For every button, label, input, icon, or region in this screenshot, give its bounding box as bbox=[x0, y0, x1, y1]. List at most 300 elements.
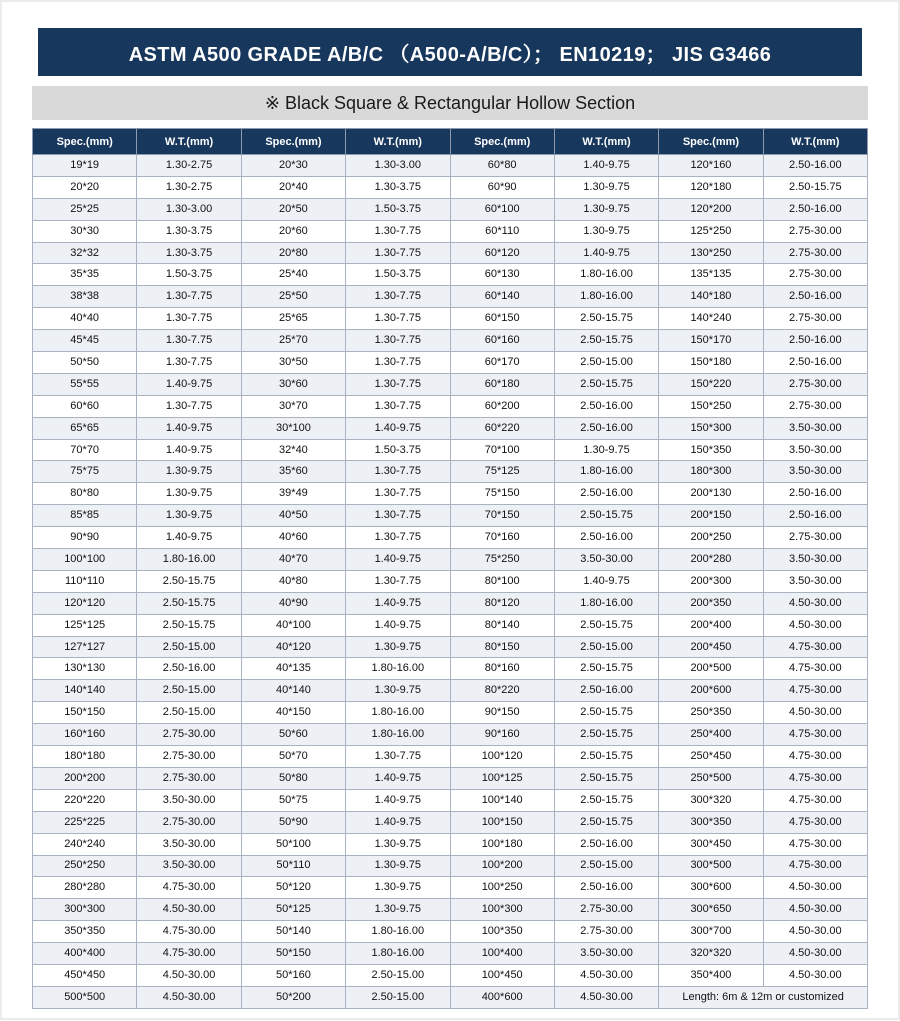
spec-cell: 500*500 bbox=[33, 986, 137, 1008]
wt-cell: 2.50-16.00 bbox=[763, 483, 867, 505]
wt-cell: 1.30-3.75 bbox=[137, 220, 241, 242]
spec-cell: 90*90 bbox=[33, 527, 137, 549]
spec-cell: 50*110 bbox=[241, 855, 345, 877]
wt-cell: 1.30-9.75 bbox=[554, 439, 658, 461]
wt-cell: 4.75-30.00 bbox=[763, 658, 867, 680]
wt-cell: 1.30-7.75 bbox=[346, 352, 450, 374]
wt-cell: 4.50-30.00 bbox=[763, 877, 867, 899]
table-row bbox=[33, 198, 868, 220]
spec-cell: 40*120 bbox=[241, 636, 345, 658]
wt-cell: 1.30-9.75 bbox=[137, 505, 241, 527]
wt-cell: 2.50-15.75 bbox=[554, 724, 658, 746]
wt-cell: 2.50-15.00 bbox=[137, 636, 241, 658]
spec-cell: 300*350 bbox=[659, 811, 763, 833]
col-header-wt-2: W.T.(mm) bbox=[346, 129, 450, 155]
spec-cell: 25*25 bbox=[33, 198, 137, 220]
spec-cell: 25*40 bbox=[241, 264, 345, 286]
table-row bbox=[33, 176, 868, 198]
wt-cell: 3.50-30.00 bbox=[763, 417, 867, 439]
spec-cell: 200*130 bbox=[659, 483, 763, 505]
spec-cell: 250*450 bbox=[659, 746, 763, 768]
spec-cell: 140*140 bbox=[33, 680, 137, 702]
spec-cell: 80*160 bbox=[450, 658, 554, 680]
wt-cell: 2.50-15.75 bbox=[554, 811, 658, 833]
wt-cell: 1.30-7.75 bbox=[346, 308, 450, 330]
spec-cell: 50*200 bbox=[241, 986, 345, 1008]
wt-cell: 4.75-30.00 bbox=[763, 811, 867, 833]
spec-cell: 300*500 bbox=[659, 855, 763, 877]
table-row bbox=[33, 833, 868, 855]
spec-cell: 30*70 bbox=[241, 395, 345, 417]
wt-cell: 2.50-15.75 bbox=[554, 789, 658, 811]
spec-cell: 200*600 bbox=[659, 680, 763, 702]
spec-cell: 300*450 bbox=[659, 833, 763, 855]
spec-cell: 200*500 bbox=[659, 658, 763, 680]
wt-cell: 2.50-16.00 bbox=[554, 395, 658, 417]
table-row bbox=[33, 855, 868, 877]
spec-cell: 40*90 bbox=[241, 592, 345, 614]
spec-cell: 70*100 bbox=[450, 439, 554, 461]
spec-cell: 60*140 bbox=[450, 286, 554, 308]
wt-cell: 2.50-16.00 bbox=[763, 286, 867, 308]
spec-cell: 60*90 bbox=[450, 176, 554, 198]
spec-cell: 39*49 bbox=[241, 483, 345, 505]
wt-cell: 2.50-16.00 bbox=[554, 417, 658, 439]
wt-cell: 1.30-9.75 bbox=[554, 220, 658, 242]
spec-cell: 50*90 bbox=[241, 811, 345, 833]
spec-cell: 60*60 bbox=[33, 395, 137, 417]
wt-cell: 3.50-30.00 bbox=[554, 943, 658, 965]
spec-cell: 20*20 bbox=[33, 176, 137, 198]
wt-cell: 4.50-30.00 bbox=[763, 899, 867, 921]
wt-cell: 1.40-9.75 bbox=[346, 789, 450, 811]
wt-cell: 1.30-3.00 bbox=[346, 155, 450, 177]
wt-cell: 1.40-9.75 bbox=[346, 592, 450, 614]
wt-cell: 2.50-16.00 bbox=[763, 505, 867, 527]
wt-cell: 2.75-30.00 bbox=[137, 767, 241, 789]
spec-cell: 120*200 bbox=[659, 198, 763, 220]
wt-cell: 1.30-9.75 bbox=[346, 636, 450, 658]
table-header-row bbox=[33, 129, 868, 155]
table-row bbox=[33, 549, 868, 571]
wt-cell: 1.30-3.00 bbox=[137, 198, 241, 220]
spec-cell: 25*65 bbox=[241, 308, 345, 330]
spec-cell: 200*150 bbox=[659, 505, 763, 527]
spec-cell: 150*170 bbox=[659, 330, 763, 352]
wt-cell: 1.80-16.00 bbox=[554, 264, 658, 286]
wt-cell: 1.80-16.00 bbox=[346, 921, 450, 943]
spec-cell: 200*200 bbox=[33, 767, 137, 789]
spec-cell: 40*150 bbox=[241, 702, 345, 724]
spec-cell: 140*240 bbox=[659, 308, 763, 330]
wt-cell: 2.50-15.75 bbox=[554, 767, 658, 789]
table-row bbox=[33, 680, 868, 702]
spec-cell: 120*120 bbox=[33, 592, 137, 614]
wt-cell: 1.30-7.75 bbox=[346, 220, 450, 242]
spec-cell: 80*100 bbox=[450, 570, 554, 592]
wt-cell: 1.30-7.75 bbox=[346, 527, 450, 549]
spec-cell: 350*400 bbox=[659, 964, 763, 986]
wt-cell: 2.50-15.00 bbox=[346, 964, 450, 986]
table-row bbox=[33, 789, 868, 811]
spec-cell: 35*35 bbox=[33, 264, 137, 286]
spec-cell: 90*160 bbox=[450, 724, 554, 746]
spec-cell: 30*50 bbox=[241, 352, 345, 374]
wt-cell: 1.80-16.00 bbox=[346, 943, 450, 965]
spec-table bbox=[32, 128, 868, 1009]
wt-cell: 2.50-15.00 bbox=[554, 855, 658, 877]
wt-cell: 1.30-9.75 bbox=[554, 198, 658, 220]
wt-cell: 1.40-9.75 bbox=[346, 811, 450, 833]
wt-cell: 1.40-9.75 bbox=[137, 373, 241, 395]
spec-cell: 19*19 bbox=[33, 155, 137, 177]
wt-cell: 1.50-3.75 bbox=[346, 198, 450, 220]
wt-cell: 2.75-30.00 bbox=[763, 308, 867, 330]
wt-cell: 2.50-15.00 bbox=[346, 986, 450, 1008]
spec-cell: 50*120 bbox=[241, 877, 345, 899]
wt-cell: 2.50-15.00 bbox=[137, 702, 241, 724]
wt-cell: 2.50-15.75 bbox=[554, 614, 658, 636]
wt-cell: 1.30-9.75 bbox=[137, 461, 241, 483]
wt-cell: 2.50-16.00 bbox=[137, 658, 241, 680]
wt-cell: 1.50-3.75 bbox=[137, 264, 241, 286]
spec-cell: 40*70 bbox=[241, 549, 345, 571]
spec-cell: 400*400 bbox=[33, 943, 137, 965]
spec-cell: 60*200 bbox=[450, 395, 554, 417]
wt-cell: 2.50-15.75 bbox=[554, 373, 658, 395]
table-row bbox=[33, 483, 868, 505]
spec-cell: 100*300 bbox=[450, 899, 554, 921]
spec-cell: 60*130 bbox=[450, 264, 554, 286]
wt-cell: 1.30-9.75 bbox=[137, 483, 241, 505]
spec-cell: 60*100 bbox=[450, 198, 554, 220]
wt-cell: 4.75-30.00 bbox=[763, 746, 867, 768]
spec-cell: 32*40 bbox=[241, 439, 345, 461]
wt-cell: 1.30-9.75 bbox=[346, 680, 450, 702]
table-row bbox=[33, 943, 868, 965]
wt-cell: 1.50-3.75 bbox=[346, 264, 450, 286]
spec-cell: 80*80 bbox=[33, 483, 137, 505]
table-row bbox=[33, 373, 868, 395]
wt-cell: 3.50-30.00 bbox=[554, 549, 658, 571]
spec-cell: 60*220 bbox=[450, 417, 554, 439]
spec-cell: 100*140 bbox=[450, 789, 554, 811]
wt-cell: 2.50-15.75 bbox=[763, 176, 867, 198]
wt-cell: 2.50-16.00 bbox=[763, 198, 867, 220]
wt-cell: 1.40-9.75 bbox=[137, 417, 241, 439]
wt-cell: 4.75-30.00 bbox=[137, 943, 241, 965]
table-row bbox=[33, 899, 868, 921]
wt-cell: 4.50-30.00 bbox=[763, 592, 867, 614]
wt-cell: 2.50-15.75 bbox=[137, 570, 241, 592]
page bbox=[2, 2, 898, 1021]
page-subtitle: ※ Black Square & Rectangular Hollow Section bbox=[264, 92, 636, 113]
spec-cell: 90*150 bbox=[450, 702, 554, 724]
table-row bbox=[33, 570, 868, 592]
wt-cell: 1.80-16.00 bbox=[346, 724, 450, 746]
col-header-spec-4: Spec.(mm) bbox=[659, 129, 763, 155]
wt-cell: 4.75-30.00 bbox=[763, 680, 867, 702]
wt-cell: 3.50-30.00 bbox=[137, 855, 241, 877]
wt-cell: 1.30-7.75 bbox=[346, 395, 450, 417]
spec-cell: 220*220 bbox=[33, 789, 137, 811]
spec-cell: 40*80 bbox=[241, 570, 345, 592]
col-header-wt-1: W.T.(mm) bbox=[137, 129, 241, 155]
spec-cell: 60*170 bbox=[450, 352, 554, 374]
spec-cell: 60*150 bbox=[450, 308, 554, 330]
wt-cell: 2.50-16.00 bbox=[554, 483, 658, 505]
wt-cell: 1.30-7.75 bbox=[137, 330, 241, 352]
spec-cell: 150*250 bbox=[659, 395, 763, 417]
wt-cell: 3.50-30.00 bbox=[137, 833, 241, 855]
wt-cell: 2.50-16.00 bbox=[554, 833, 658, 855]
wt-cell: 4.75-30.00 bbox=[763, 789, 867, 811]
wt-cell: 1.40-9.75 bbox=[137, 527, 241, 549]
wt-cell: 4.50-30.00 bbox=[763, 921, 867, 943]
spec-cell: 300*300 bbox=[33, 899, 137, 921]
spec-cell: 75*75 bbox=[33, 461, 137, 483]
wt-cell: 1.30-3.75 bbox=[346, 176, 450, 198]
wt-cell: 1.40-9.75 bbox=[554, 570, 658, 592]
wt-cell: 1.30-7.75 bbox=[346, 483, 450, 505]
wt-cell: 4.50-30.00 bbox=[554, 986, 658, 1008]
spec-cell: 100*150 bbox=[450, 811, 554, 833]
spec-cell: 40*50 bbox=[241, 505, 345, 527]
spec-cell: 100*400 bbox=[450, 943, 554, 965]
wt-cell: 4.50-30.00 bbox=[763, 943, 867, 965]
spec-cell: 70*160 bbox=[450, 527, 554, 549]
wt-cell: 2.75-30.00 bbox=[763, 395, 867, 417]
spec-cell: 300*320 bbox=[659, 789, 763, 811]
wt-cell: 3.50-30.00 bbox=[137, 789, 241, 811]
table-row bbox=[33, 811, 868, 833]
spec-cell: 35*60 bbox=[241, 461, 345, 483]
spec-cell: 20*40 bbox=[241, 176, 345, 198]
wt-cell: 1.30-7.75 bbox=[346, 286, 450, 308]
spec-cell: 100*180 bbox=[450, 833, 554, 855]
table-row bbox=[33, 155, 868, 177]
table-row bbox=[33, 286, 868, 308]
spec-cell: 200*450 bbox=[659, 636, 763, 658]
spec-cell: 80*140 bbox=[450, 614, 554, 636]
wt-cell: 4.50-30.00 bbox=[554, 964, 658, 986]
wt-cell: 2.50-15.75 bbox=[554, 658, 658, 680]
wt-cell: 1.30-7.75 bbox=[137, 308, 241, 330]
wt-cell: 1.40-9.75 bbox=[554, 155, 658, 177]
wt-cell: 2.50-15.00 bbox=[554, 636, 658, 658]
spec-cell: 20*60 bbox=[241, 220, 345, 242]
table-row bbox=[33, 505, 868, 527]
wt-cell: 4.75-30.00 bbox=[763, 833, 867, 855]
wt-cell: 1.30-7.75 bbox=[346, 373, 450, 395]
wt-cell: 1.80-16.00 bbox=[554, 592, 658, 614]
wt-cell: 2.75-30.00 bbox=[554, 921, 658, 943]
spec-cell: 320*320 bbox=[659, 943, 763, 965]
wt-cell: 2.75-30.00 bbox=[137, 811, 241, 833]
spec-cell: 130*250 bbox=[659, 242, 763, 264]
spec-cell: 200*280 bbox=[659, 549, 763, 571]
wt-cell: 2.50-16.00 bbox=[554, 527, 658, 549]
wt-cell: 4.50-30.00 bbox=[763, 964, 867, 986]
wt-cell: 4.50-30.00 bbox=[763, 702, 867, 724]
spec-cell: 30*30 bbox=[33, 220, 137, 242]
wt-cell: 2.75-30.00 bbox=[137, 746, 241, 768]
wt-cell: 1.30-9.75 bbox=[346, 833, 450, 855]
spec-cell: 60*180 bbox=[450, 373, 554, 395]
wt-cell: 1.80-16.00 bbox=[554, 461, 658, 483]
wt-cell: 2.50-15.75 bbox=[137, 592, 241, 614]
spec-cell: 60*120 bbox=[450, 242, 554, 264]
spec-cell: 450*450 bbox=[33, 964, 137, 986]
spec-cell: 200*300 bbox=[659, 570, 763, 592]
spec-cell: 150*300 bbox=[659, 417, 763, 439]
spec-cell: 50*160 bbox=[241, 964, 345, 986]
spec-cell: 75*125 bbox=[450, 461, 554, 483]
spec-cell: 60*80 bbox=[450, 155, 554, 177]
wt-cell: 1.30-9.75 bbox=[346, 899, 450, 921]
spec-cell: 125*125 bbox=[33, 614, 137, 636]
spec-cell: 50*100 bbox=[241, 833, 345, 855]
spec-cell: 100*120 bbox=[450, 746, 554, 768]
spec-cell: 200*250 bbox=[659, 527, 763, 549]
table-row bbox=[33, 702, 868, 724]
wt-cell: 1.40-9.75 bbox=[554, 242, 658, 264]
spec-cell: 100*250 bbox=[450, 877, 554, 899]
wt-cell: 2.75-30.00 bbox=[763, 264, 867, 286]
spec-cell: 180*300 bbox=[659, 461, 763, 483]
spec-cell: 225*225 bbox=[33, 811, 137, 833]
spec-cell: 80*220 bbox=[450, 680, 554, 702]
spec-cell: 50*75 bbox=[241, 789, 345, 811]
spec-cell: 20*50 bbox=[241, 198, 345, 220]
spec-cell: 250*500 bbox=[659, 767, 763, 789]
table-row bbox=[33, 264, 868, 286]
wt-cell: 3.50-30.00 bbox=[763, 439, 867, 461]
spec-cell: 100*100 bbox=[33, 549, 137, 571]
table-row bbox=[33, 417, 868, 439]
wt-cell: 3.50-30.00 bbox=[763, 549, 867, 571]
wt-cell: 1.30-9.75 bbox=[346, 855, 450, 877]
spec-cell: 40*40 bbox=[33, 308, 137, 330]
wt-cell: 1.30-7.75 bbox=[137, 352, 241, 374]
wt-cell: 2.75-30.00 bbox=[763, 527, 867, 549]
wt-cell: 1.40-9.75 bbox=[346, 614, 450, 636]
wt-cell: 2.50-16.00 bbox=[763, 352, 867, 374]
table-row bbox=[33, 308, 868, 330]
wt-cell: 1.80-16.00 bbox=[346, 702, 450, 724]
spec-cell: 135*135 bbox=[659, 264, 763, 286]
spec-cell: 130*130 bbox=[33, 658, 137, 680]
wt-cell: 1.40-9.75 bbox=[137, 439, 241, 461]
spec-cell: 55*55 bbox=[33, 373, 137, 395]
spec-cell: 75*150 bbox=[450, 483, 554, 505]
spec-cell: 60*110 bbox=[450, 220, 554, 242]
wt-cell: 1.80-16.00 bbox=[554, 286, 658, 308]
wt-cell: 2.75-30.00 bbox=[763, 242, 867, 264]
wt-cell: 1.30-2.75 bbox=[137, 176, 241, 198]
table-row bbox=[33, 439, 868, 461]
spec-cell: 140*180 bbox=[659, 286, 763, 308]
wt-cell: 4.75-30.00 bbox=[763, 724, 867, 746]
spec-cell: 75*250 bbox=[450, 549, 554, 571]
table-row bbox=[33, 330, 868, 352]
wt-cell: 2.50-15.00 bbox=[137, 680, 241, 702]
spec-cell: 40*100 bbox=[241, 614, 345, 636]
spec-cell: 50*80 bbox=[241, 767, 345, 789]
spec-cell: 150*150 bbox=[33, 702, 137, 724]
wt-cell: 2.75-30.00 bbox=[554, 899, 658, 921]
spec-cell: 80*150 bbox=[450, 636, 554, 658]
spec-cell: 120*180 bbox=[659, 176, 763, 198]
col-header-spec-1: Spec.(mm) bbox=[33, 129, 137, 155]
wt-cell: 2.50-15.75 bbox=[554, 702, 658, 724]
spec-cell: 110*110 bbox=[33, 570, 137, 592]
wt-cell: 2.50-15.75 bbox=[554, 330, 658, 352]
spec-cell: 127*127 bbox=[33, 636, 137, 658]
wt-cell: 4.75-30.00 bbox=[763, 767, 867, 789]
spec-cell: 50*70 bbox=[241, 746, 345, 768]
wt-cell: 2.50-16.00 bbox=[763, 330, 867, 352]
wt-cell: 2.50-15.75 bbox=[137, 614, 241, 636]
spec-cell: 300*700 bbox=[659, 921, 763, 943]
spec-cell: 200*400 bbox=[659, 614, 763, 636]
spec-cell: 32*32 bbox=[33, 242, 137, 264]
wt-cell: 2.50-15.75 bbox=[554, 308, 658, 330]
wt-cell: 1.40-9.75 bbox=[346, 417, 450, 439]
spec-cell: 50*140 bbox=[241, 921, 345, 943]
spec-cell: 200*350 bbox=[659, 592, 763, 614]
spec-cell: 150*180 bbox=[659, 352, 763, 374]
wt-cell: 4.50-30.00 bbox=[763, 614, 867, 636]
spec-cell: 100*450 bbox=[450, 964, 554, 986]
subtitle-bar bbox=[32, 86, 868, 120]
table-row bbox=[33, 746, 868, 768]
spec-cell: 50*150 bbox=[241, 943, 345, 965]
spec-cell: 150*350 bbox=[659, 439, 763, 461]
length-note-cell: Length: 6m & 12m or customized bbox=[659, 986, 868, 1008]
table-row bbox=[33, 614, 868, 636]
wt-cell: 1.80-16.00 bbox=[137, 549, 241, 571]
spec-cell: 250*400 bbox=[659, 724, 763, 746]
wt-cell: 1.30-3.75 bbox=[137, 242, 241, 264]
table-row bbox=[33, 395, 868, 417]
wt-cell: 2.50-16.00 bbox=[554, 877, 658, 899]
wt-cell: 4.75-30.00 bbox=[137, 877, 241, 899]
table-row bbox=[33, 767, 868, 789]
table-row bbox=[33, 220, 868, 242]
wt-cell: 1.30-2.75 bbox=[137, 155, 241, 177]
spec-table-body bbox=[33, 155, 868, 1009]
wt-cell: 2.50-15.00 bbox=[554, 352, 658, 374]
table-row bbox=[33, 724, 868, 746]
table-row bbox=[33, 242, 868, 264]
wt-cell: 1.40-9.75 bbox=[346, 549, 450, 571]
spec-cell: 20*80 bbox=[241, 242, 345, 264]
wt-cell: 4.50-30.00 bbox=[137, 986, 241, 1008]
title-bar bbox=[38, 28, 862, 76]
wt-cell: 2.50-16.00 bbox=[554, 680, 658, 702]
wt-cell: 4.50-30.00 bbox=[137, 964, 241, 986]
wt-cell: 1.30-7.75 bbox=[346, 461, 450, 483]
spec-cell: 100*200 bbox=[450, 855, 554, 877]
wt-cell: 1.30-7.75 bbox=[346, 330, 450, 352]
wt-cell: 1.30-7.75 bbox=[346, 746, 450, 768]
wt-cell: 1.30-7.75 bbox=[137, 286, 241, 308]
table-row bbox=[33, 636, 868, 658]
table-row bbox=[33, 461, 868, 483]
wt-cell: 4.75-30.00 bbox=[763, 855, 867, 877]
wt-cell: 3.50-30.00 bbox=[763, 461, 867, 483]
